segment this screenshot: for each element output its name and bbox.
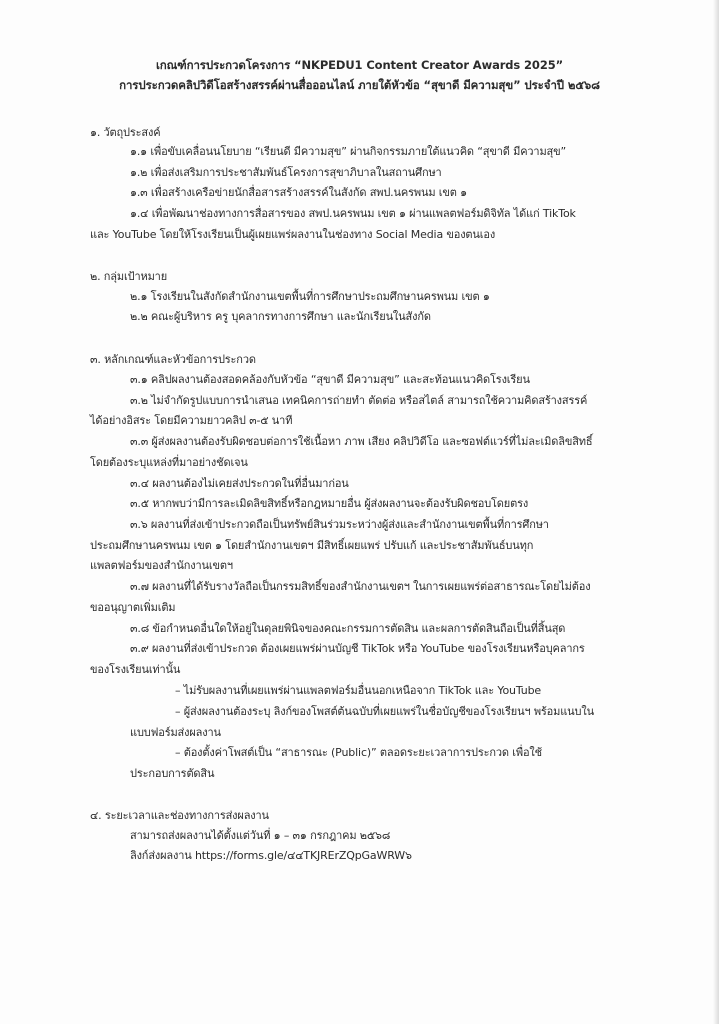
criteria-item-continued: ขออนุญาตเพิ่มเติม xyxy=(90,601,176,614)
section-heading-submission: ๔. ระยะเวลาและช่องทางการส่งผลงาน xyxy=(90,809,269,822)
objective-item-continued: และ YouTube โดยให้โรงเรียนเป็นผู้เผยแพร่ผลงานในช่องทาง Social Media ของตนเอง xyxy=(90,228,496,241)
objective-item: ๑.๔ เพื่อพัฒนาช่องทางการสื่อสารของ สพป.นครพนม เขต ๑ ผ่านแพลตฟอร์มดิจิทัล ได้แก่ TikTok xyxy=(130,207,576,220)
objective-item: ๑.๒ เพื่อส่งเสริมการประชาสัมพันธ์โครงการสุขาภิบาลในสถานศึกษา xyxy=(130,166,442,179)
criteria-item: ๓.๒ ไม่จำกัดรูปแบบการนำเสนอ เทคนิคการถ่ายทำ ตัดต่อ หรือสไตล์ สามารถใช้ความคิดสร้างสรรค์ xyxy=(130,394,588,407)
criteria-bullet: – ไม่รับผลงานที่เผยแพร่ผ่านแพลตฟอร์มอื่นนอกเหนือจาก TikTok และ YouTube xyxy=(175,684,542,697)
criteria-item: ๓.๖ ผลงานที่ส่งเข้าประกวดถือเป็นทรัพย์สินร่วมระหว่างผู้ส่งและสำนักงานเขตพื้นที่การศึกษา xyxy=(130,518,549,531)
document-title: เกณฑ์การประกวดโครงการ “NKPEDU1 Content Creator Awards 2025” xyxy=(155,58,564,72)
criteria-item: ๓.๙ ผลงานที่ส่งเข้าประกวด ต้องเผยแพร่ผ่านบัญชี TikTok หรือ YouTube ของโรงเรียนหรือบุคลากร xyxy=(130,642,585,655)
criteria-bullet-continued: ประกอบการตัดสิน xyxy=(130,767,215,780)
section-heading-criteria: ๓. หลักเกณฑ์และหัวข้อการประกวด xyxy=(90,353,256,366)
target-item: ๒.๒ คณะผู้บริหาร ครู บุคลากรทางการศึกษา และนักเรียนในสังกัด xyxy=(130,310,431,323)
criteria-bullet: – ต้องตั้งค่าโพสต์เป็น “สาธารณะ (Public)” ตลอดระยะเวลาการประกวด เพื่อใช้ xyxy=(175,746,542,759)
criteria-item: ๓.๘ ข้อกำหนดอื่นใดให้อยู่ในดุลยพินิจของคณะกรรมการตัดสิน และผลการตัดสินถือเป็นที่สิ้นสุด xyxy=(130,622,566,635)
section-heading-objectives: ๑. วัตถุประสงค์ xyxy=(90,126,161,139)
objective-item: ๑.๑ เพื่อขับเคลื่อนนโยบาย “เรียนดี มีความสุข” ผ่านกิจกรรมภายใต้แนวคิด “สุขาดี มีความสุข” xyxy=(130,145,567,158)
criteria-item: ๓.๗ ผลงานที่ได้รับรางวัลถือเป็นกรรมสิทธิ์ของสำนักงานเขตฯ ในการเผยแพร่ต่อสาธารณะโดยไม่ต้อง xyxy=(130,580,591,593)
submission-period: สามารถส่งผลงานได้ตั้งแต่วันที่ ๑ – ๓๑ กรกฎาคม ๒๕๖๘ xyxy=(130,829,391,842)
submission-link[interactable]: ลิงก์ส่งผลงาน https://forms.gle/๔๔TKJRErZQpGaWRW๖ xyxy=(130,849,412,862)
criteria-bullet: – ผู้ส่งผลงานต้องระบุ ลิงก์ของโพสต์ต้นฉบับที่เผยแพร่ในชื่อบัญชีของโรงเรียนฯ พร้อมแนบใน xyxy=(175,705,594,718)
scan-edge-shadow xyxy=(713,0,719,1024)
criteria-item-continued: ประถมศึกษานครพนม เขต ๑ โดยสำนักงานเขตฯ มีสิทธิ์เผยแพร่ ปรับแก้ และประชาสัมพันธ์บนทุก xyxy=(90,539,534,552)
criteria-item: ๓.๑ คลิปผลงานต้องสอดคล้องกับหัวข้อ “สุขาดี มีความสุข” และสะท้อนแนวคิดโรงเรียน xyxy=(130,373,530,386)
document-subtitle: การประกวดคลิปวิดีโอสร้างสรรค์ผ่านสื่อออนไลน์ ภายใต้หัวข้อ “สุขาดี มีความสุข” ประจำปี ๒๕๖๘ xyxy=(119,78,600,92)
section-heading-target-group: ๒. กลุ่มเป้าหมาย xyxy=(90,270,167,283)
target-item: ๒.๑ โรงเรียนในสังกัดสำนักงานเขตพื้นที่การศึกษาประถมศึกษานครพนม เขต ๑ xyxy=(130,290,490,303)
objective-item: ๑.๓ เพื่อสร้างเครือข่ายนักสื่อสารสร้างสรรค์ในสังกัด สพป.นครพนม เขต ๑ xyxy=(130,186,467,199)
criteria-item: ๓.๕ หากพบว่ามีการละเมิดลิขสิทธิ์หรือกฎหมายอื่น ผู้ส่งผลงานจะต้องรับผิดชอบโดยตรง xyxy=(130,497,529,510)
criteria-bullet-continued: แบบฟอร์มส่งผลงาน xyxy=(130,726,221,739)
criteria-item: ๓.๔ ผลงานต้องไม่เคยส่งประกวดในที่อื่นมาก่อน xyxy=(130,477,349,490)
criteria-item-continued: ของโรงเรียนเท่านั้น xyxy=(90,663,181,676)
criteria-item-continued: โดยต้องระบุแหล่งที่มาอย่างชัดเจน xyxy=(90,456,248,469)
criteria-item-continued: แพลตฟอร์มของสำนักงานเขตฯ xyxy=(90,559,233,572)
criteria-item-continued: ได้อย่างอิสระ โดยมีความยาวคลิป ๓-๕ นาที xyxy=(90,414,293,427)
criteria-item: ๓.๓ ผู้ส่งผลงานต้องรับผิดชอบต่อการใช้เนื้อหา ภาพ เสียง คลิปวิดีโอ และซอฟต์แวร์ที่ไม่ละเมิดลิขสิทธิ์ xyxy=(130,435,593,448)
